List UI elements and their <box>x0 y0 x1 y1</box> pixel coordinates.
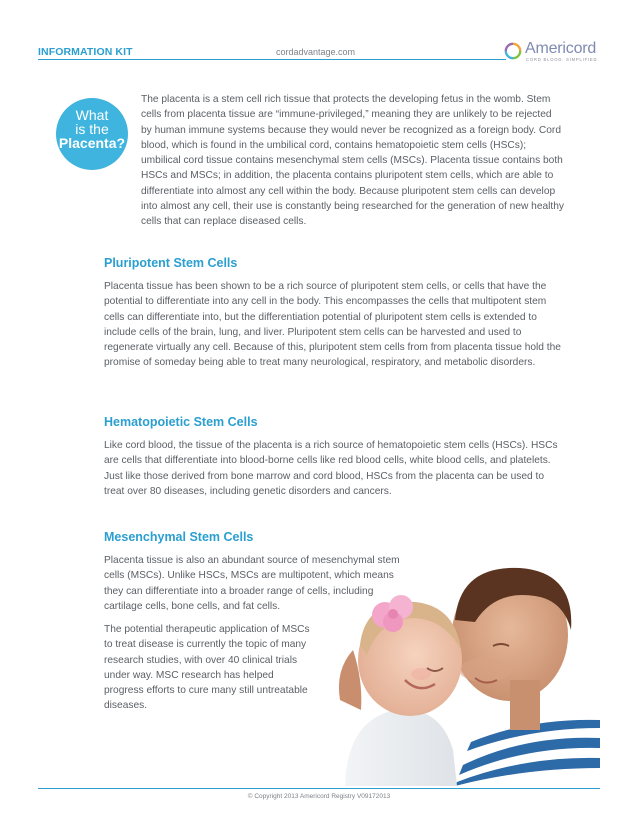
father-figure <box>452 568 571 730</box>
copyright-text: © Copyright 2013 Americord Registry V09172013 <box>247 793 391 800</box>
footer-divider <box>38 788 600 789</box>
section-paragraph-mesenchymal-1: Placenta tissue is also an abundant source of mesenchymal stem cells (MSCs). Unlike HSCs, MSCs are multipotent, which means they can differentiate into a broader range of cells, including cartilage cells, bone cells, and fat cells. <box>104 555 400 612</box>
section-heading-mesenchymal: Mesenchymal Stem Cells <box>104 530 254 544</box>
kit-label: INFORMATION KIT <box>38 46 133 58</box>
site-url[interactable]: cordadvantage.com <box>276 47 356 57</box>
badge-line-2: is the <box>75 121 109 137</box>
section-paragraph-pluripotent: Placenta tissue has been shown to be a rich source of pluripotent stem cells, or cells that have the potential to differentiate into any cell in the body. This encompasses the cells that multipotent stem cells can differentiate into, but the differentiation potential of pluripotent stem cells is extended to include cells of the brain, lung, and liver. Pluripotent stem cells can be harvested and used to regenerate virtually any cell. Because of this, pluripotent stem cells from from placenta tissue hold the promise of someday being able to treat many neurological, respiratory, and metabolic disorders. <box>104 281 561 369</box>
page-header <box>38 42 600 62</box>
logo-wordmark: Americord <box>525 40 597 57</box>
section-heading-pluripotent: Pluripotent Stem Cells <box>104 256 238 270</box>
father-baby-photo <box>335 560 600 786</box>
section-paragraph-hematopoietic: Like cord blood, the tissue of the placenta is a rich source of hematopoietic stem cells (HSCs). HSCs are cells that differentiate into blood-borne cells like red blood cells, white blood cells, and platelets. Just like those derived from bone marrow and cord blood, HSCs from the placenta can be used to treat over 80 diseases, including genetic disorders and cancers. <box>104 440 558 497</box>
badge-line-3: Placenta? <box>58 135 126 151</box>
baby-figure <box>339 595 462 786</box>
intro-paragraph: The placenta is a stem cell rich tissue that protects the developing fetus in the womb. Stem cells from placenta tissue are “immune-privileged,” meaning they are unlikely to be rejected by human immune systems because they would never be recognized as a foreign body. Cord blood, which is found in the umbilical cord, contains hematopoietic stem cells (HSCs); umbilical cord tissue contains mesenchymal stem cells (MSCs). Placenta tissue contains both HSCs and MSCs; in addition, the placenta contains pluripotent stem cells, which are able to differentiate into almost any cell within the body. Because pluripotent stem cells can develop into almost any cell, their use is constantly being researched for the generation of new healthy cells that can replace diseased cells. <box>141 94 565 228</box>
section-heading-hematopoietic: Hematopoietic Stem Cells <box>104 415 258 429</box>
header-divider <box>38 59 506 60</box>
section-paragraph-mesenchymal-2: The potential therapeutic application of MSCs to treat disease is currently the topic of many research studies, with over 40 clinical trials under way. MSC research has helped progress efforts to cure many still untreatable diseases. <box>104 624 310 712</box>
logo-ring-icon <box>504 42 522 60</box>
logo-tagline: CORD BLOOD. SIMPLIFIED. <box>526 57 600 62</box>
badge-line-1: What <box>75 107 109 123</box>
americord-logo <box>504 41 614 63</box>
what-is-placenta-badge <box>56 98 128 170</box>
